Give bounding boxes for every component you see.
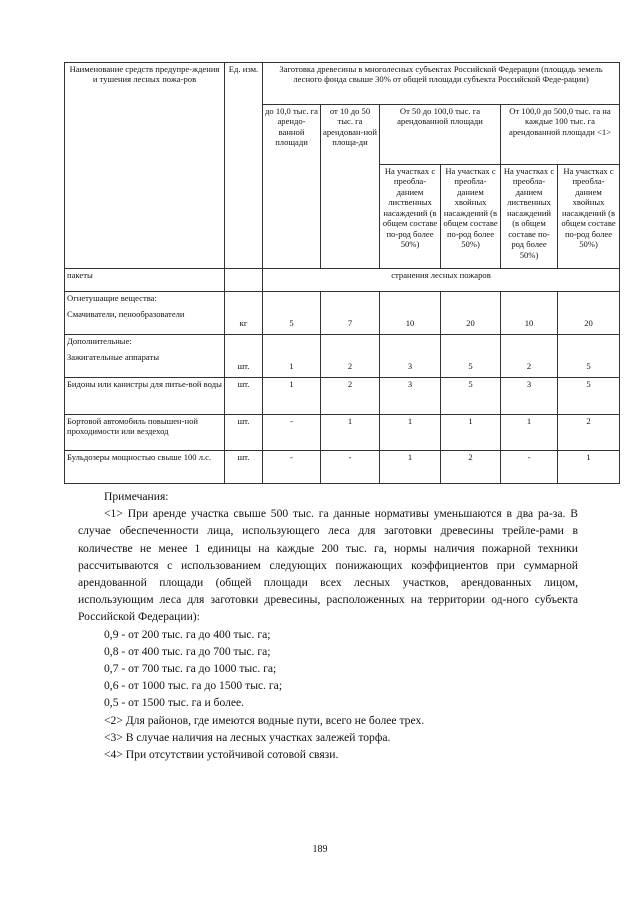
cell-value: 10 xyxy=(380,292,441,335)
notes-section xyxy=(78,488,578,763)
row-label: Бульдозеры мощностью свыше 100 л.с. xyxy=(65,451,225,484)
cell-value: 1 xyxy=(380,451,441,484)
cell-value: 2 xyxy=(321,378,380,415)
cell-value: 1 xyxy=(501,415,558,451)
row-label: Бортовой автомобиль повышен-ной проходимости или вездеход xyxy=(65,415,225,451)
table-row xyxy=(65,269,620,292)
row-group-label: Дополнительные: xyxy=(67,336,132,346)
header-sub-1: На участках с преобла-данием лиственных насаждений (в общем составе по-род более 50%) xyxy=(380,165,441,269)
note-3: <3> В случае наличия на лесных участках залежей торфа. xyxy=(104,730,391,744)
header-sub-4: На участках с преобла-данием хвойных насаждений (в общем составе по-род более 50%) xyxy=(558,165,620,269)
coefficient-item: 0,9 - от 200 тыс. га до 400 тыс. га; xyxy=(104,627,271,641)
header-name: Наименование средств предупре-ждения и тушения лесных пожа-ров xyxy=(65,63,225,269)
cell-value: 2 xyxy=(441,451,501,484)
row-span-text: странения лесных пожаров xyxy=(263,269,620,292)
header-main: Заготовка древесины в многолесных субъектах Российской Федерации (площадь земель лесного фонда свыше 30% от общей площади субъекта Российской Феде-рации) xyxy=(263,63,620,105)
cell-value: 3 xyxy=(380,378,441,415)
fire-equipment-table xyxy=(64,62,620,484)
cell-value: 3 xyxy=(501,378,558,415)
cell-value: 2 xyxy=(321,335,380,378)
note-2: <2> Для районов, где имеются водные пути, всего не более трех. xyxy=(104,713,425,727)
coefficient-item: 0,8 - от 400 тыс. га до 700 тыс. га; xyxy=(104,644,271,658)
cell-value: 1 xyxy=(558,451,620,484)
row-unit: шт. xyxy=(225,335,263,378)
cell-value: 1 xyxy=(263,335,321,378)
table-row xyxy=(65,335,620,378)
row-unit: шт. xyxy=(225,415,263,451)
table-row xyxy=(65,451,620,484)
row-unit: шт. xyxy=(225,451,263,484)
coefficient-item: 0,5 - от 1500 тыс. га и более. xyxy=(104,696,245,710)
cell-value: 10 xyxy=(501,292,558,335)
cell-value: - xyxy=(501,451,558,484)
row-group-label: Огнетушащие вещества: xyxy=(67,293,157,303)
cell-value: 5 xyxy=(263,292,321,335)
row-label: Зажигательные аппараты xyxy=(67,352,160,363)
cell-value: 5 xyxy=(558,378,620,415)
cell-value: 20 xyxy=(441,292,501,335)
note-4: <4> При отсутствии устойчивой сотовой связи. xyxy=(104,748,339,762)
header-unit: Ед. изм. xyxy=(225,63,263,269)
table-row xyxy=(65,378,620,415)
cell-value: 5 xyxy=(558,335,620,378)
cell-value: 1 xyxy=(380,415,441,451)
row-label: пакеты xyxy=(65,269,225,292)
cell-value: 5 xyxy=(441,335,501,378)
row-label: Бидоны или канистры для питье-вой воды xyxy=(65,378,225,415)
cell-value: 1 xyxy=(321,415,380,451)
row-unit: шт. xyxy=(225,378,263,415)
page-number: 189 xyxy=(312,844,328,855)
cell-value: - xyxy=(321,451,380,484)
coefficient-item: 0,7 - от 700 тыс. га до 1000 тыс. га; xyxy=(104,662,277,676)
cell-value: 5 xyxy=(441,378,501,415)
cell-value: 20 xyxy=(558,292,620,335)
cell-value: 3 xyxy=(380,335,441,378)
row-label: Смачиватели, пенообразователи xyxy=(67,309,185,320)
header-group-4: От 100,0 до 500,0 тыс. га на каждые 100 тыс. га арендованной площади <1> xyxy=(501,105,620,165)
cell-value: - xyxy=(263,451,321,484)
note-1: <1> При аренде участка свыше 500 тыс. га данные нормативы уменьшаются в два ра-за. В случае обеспеченности лица, использующего леса для заготовки древесины трейле-рами в количестве не менее 1 единицы на каждые 200 тыс. га, нормы наличия пожарной техники рассчитываются с использованием следующих понижающих коэффициентов при суммарной арендованной площади (общей площади всех лесных участков, арендованных лицом, использующим леса для заготовки древесины, расположенных на территории од-ного субъекта Российской Федерации): xyxy=(78,507,578,624)
notes-title: Примечания: xyxy=(104,490,169,503)
header-group-2: от 10 до 50 тыс. га арендован-ной площа-ди xyxy=(321,105,380,269)
header-sub-2: На участках с преобла-данием хвойных насаждений (в общем составе по-род более 50%) xyxy=(441,165,501,269)
row-unit: кг xyxy=(225,292,263,335)
cell-value: - xyxy=(263,415,321,451)
table-row xyxy=(65,415,620,451)
table-row xyxy=(65,292,620,335)
header-group-3: От 50 до 100,0 тыс. га арендованной площади xyxy=(380,105,501,165)
coefficient-item: 0,6 - от 1000 тыс. га до 1500 тыс. га; xyxy=(104,679,283,693)
cell-value: 7 xyxy=(321,292,380,335)
cell-value: 2 xyxy=(558,415,620,451)
header-sub-3: На участках с преобла-данием лиственных насаждений (в общем составе по-род более 50%) xyxy=(501,165,558,269)
header-group-1: до 10,0 тыс. га арендо-ванной площади xyxy=(263,105,321,269)
cell-value: 1 xyxy=(263,378,321,415)
cell-value: 1 xyxy=(441,415,501,451)
cell-value: 2 xyxy=(501,335,558,378)
